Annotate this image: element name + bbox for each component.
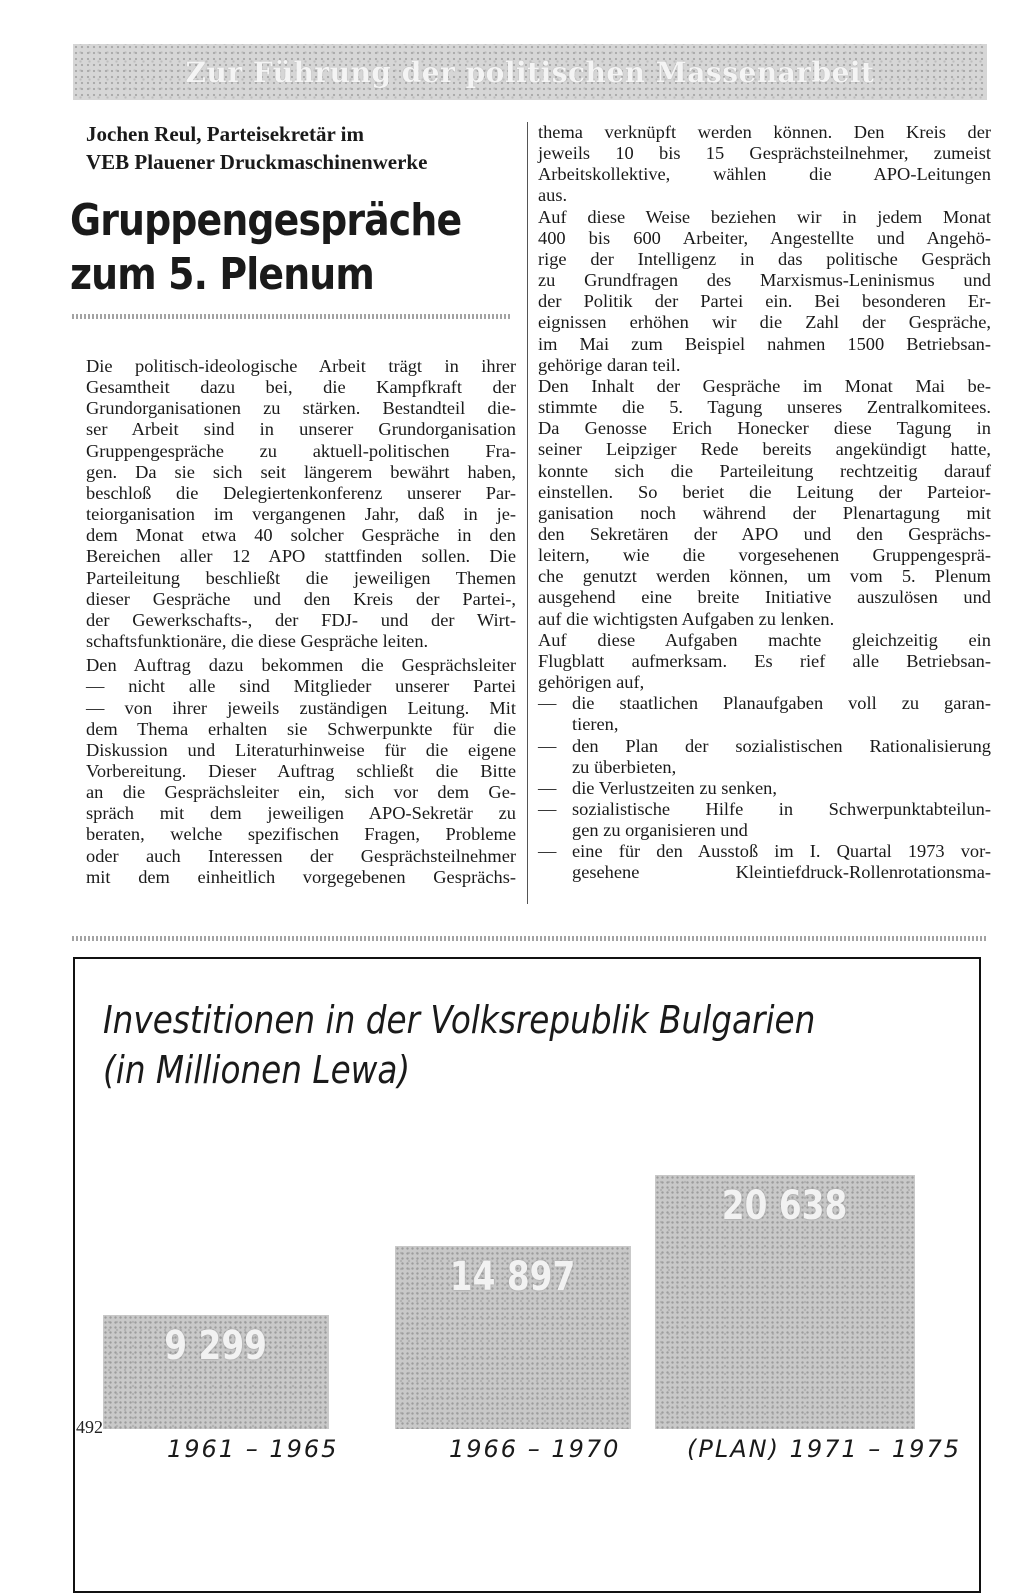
text-line: che genutzt werden können, um vom 5. Plenum: [538, 566, 991, 587]
chart-bar: [103, 1315, 329, 1429]
text-line: spräch mit dem jeweiligen APO-Sekretär zu: [86, 803, 516, 824]
list-item-line: [538, 714, 991, 735]
text-line: dem Monat etwa 40 solcher Gespräche in den: [86, 525, 516, 546]
list-item-line: [538, 862, 991, 883]
left-paragraph-2: [86, 655, 516, 888]
text-line: beschloß die Delegiertenkonferenz unserer Par-: [86, 482, 516, 503]
list-item-text: sozialistische Hilfe in Schwerpunktabteilun-: [572, 799, 991, 819]
text-line: Auf diese Aufgaben machte gleichzeitig ein: [538, 629, 991, 650]
author-byline: [86, 120, 516, 176]
text-line: der Gewerkschafts-, der FDJ- und der Wirt-: [86, 609, 516, 630]
page-number: 492: [76, 1417, 103, 1437]
column-divider: [527, 122, 528, 904]
section-banner-title: Zur Führung der politischen Massenarbeit: [185, 55, 875, 89]
text-line: Gruppengespräche zu aktuell-politischen Fra-: [86, 440, 516, 461]
chart-category-label: 1961 – 1965: [167, 1435, 339, 1463]
right-paragraph-4: [538, 630, 991, 693]
list-item-line: [538, 778, 991, 799]
list-dash: [538, 820, 572, 841]
author-line-1: Jochen Reul, Parteisekretär im: [86, 122, 364, 146]
chart-subtitle: (in Millionen Lewa): [103, 1048, 411, 1092]
left-column: [86, 356, 516, 888]
text-line: — von ihrer jeweils zuständigen Leitung. Mit: [86, 697, 516, 718]
list-dash: —: [538, 841, 557, 862]
list-dash: —: [538, 693, 557, 714]
list-item-line: [538, 820, 991, 841]
text-line: Die politisch-ideologische Arbeit trägt in ihrer: [86, 356, 516, 376]
headline-rule: [72, 314, 512, 319]
text-line: oder auch Interessen der Gesprächsteilnehmer: [86, 845, 516, 866]
text-line: der Politik der Partei ein. Bei besonderen Er-: [538, 291, 991, 312]
text-line: gen. Da sie sich seit längerem bewährt haben,: [86, 461, 516, 482]
text-line: eignissen erhöhen wir die Zahl der Gespräche,: [538, 312, 991, 333]
list-item-line: [538, 693, 991, 714]
section-rule: [72, 936, 986, 941]
list-dash: [538, 757, 572, 778]
investment-chart: [73, 957, 981, 1593]
chart-bar: [395, 1246, 631, 1429]
text-line: einstellen. So beriet die Leitung der Parteior-: [538, 481, 991, 502]
text-line: Bereichen aller 12 APO stattfinden sollen. Die: [86, 546, 516, 567]
text-line: ganisation noch während der Plenartagung mit: [538, 502, 991, 523]
left-paragraph-1: [86, 356, 516, 652]
text-line: Grundorganisationen zu stärken. Bestandteil die-: [86, 398, 516, 419]
text-line: thema verknüpft werden können. Den Kreis der: [538, 122, 991, 142]
author-line-2: VEB Plauener Druckmaschinenwerke: [86, 150, 428, 174]
list-dash: —: [538, 735, 557, 756]
text-line: konnte sich die Parteileitung rechtzeitig darauf: [538, 460, 991, 481]
list-item-text: zu überbieten,: [572, 756, 677, 777]
text-line: aus.: [538, 185, 568, 206]
list-dash: [538, 714, 572, 735]
list-item-line: [538, 736, 991, 757]
right-column: [538, 122, 991, 884]
text-line: Flugblatt aufmerksam. Es rief alle Betriebsan-: [538, 650, 991, 671]
text-line: im Mai zum Beispiel nahmen 1500 Betriebsan-: [538, 333, 991, 354]
list-dash: —: [538, 777, 557, 798]
text-line: dem Thema erhalten sie Schwerpunkte für die: [86, 718, 516, 739]
list-item-text: eine für den Ausstoß im I. Quartal 1973 vor-: [572, 841, 991, 862]
chart-title: Investitionen in der Volksrepublik Bulgarien: [103, 998, 816, 1042]
chart-category-label: 1966 – 1970: [449, 1435, 621, 1463]
headline-line-1: Gruppengespräche: [70, 195, 462, 246]
right-paragraph-1: [538, 122, 991, 207]
text-line: zu Grundfragen des Marxismus-Leninismus und: [538, 270, 991, 291]
text-line: Parteileitung beschließt die jeweiligen Themen: [86, 567, 516, 588]
text-line: mit dem einheitlich vorgegebenen Gesprächs-: [86, 866, 516, 887]
list-item-line: [538, 757, 991, 778]
text-line: den Sekretären der APO und den Gesprächs-: [538, 523, 991, 544]
text-line: Auf diese Weise beziehen wir in jedem Monat: [538, 206, 991, 227]
text-line: ser Arbeit sind in unserer Grundorganisation: [86, 419, 516, 440]
text-line: Diskussion und Literaturhinweise für die eigene: [86, 739, 516, 760]
text-line: stimmte die 5. Tagung unseres Zentralkomitees.: [538, 397, 991, 418]
text-line: gehörigen auf,: [538, 672, 645, 693]
chart-plot: [75, 959, 979, 1591]
text-line: Vorbereitung. Dieser Auftrag schließt die Bitte: [86, 760, 516, 781]
text-line: seiner Leipziger Rede bereits angekündigt hatte,: [538, 439, 991, 460]
list-item-text: die Verlustzeiten zu senken,: [572, 777, 777, 798]
list-item-text: gen zu organisieren und: [572, 820, 748, 841]
text-line: gehörige daran teil.: [538, 354, 681, 375]
text-line: an die Gesprächsleiter ein, sich vor dem Ge-: [86, 782, 516, 803]
text-line: schaftsfunktionäre, die diese Gespräche leiten.: [86, 631, 429, 652]
chart-bar: [655, 1175, 915, 1429]
text-line: leitern, wie die vorgesehenen Gruppengesprä-: [538, 545, 991, 566]
list-item-line: [538, 841, 991, 862]
chart-bar-value: 20 638: [722, 1183, 848, 1229]
text-line: auf die wichtigsten Aufgaben zu lenken.: [538, 608, 835, 629]
text-line: rige der Intelligenz in das politische Gespräch: [538, 248, 991, 269]
list-item-text: den Plan der sozialistischen Rationalisierung: [572, 735, 991, 756]
text-line: jeweils 10 bis 15 Gesprächsteilnehmer, zumeist: [538, 143, 991, 164]
text-line: 400 bis 600 Arbeiter, Angestellte und Angehö-: [538, 227, 991, 248]
text-line: Den Inhalt der Gespräche im Monat Mai be-: [538, 375, 991, 396]
text-line: — nicht alle sind Mitglieder unserer Partei: [86, 676, 516, 697]
right-paragraph-2: [538, 207, 991, 376]
chart-bar-value: 14 897: [450, 1254, 576, 1300]
text-line: dieser Gespräche und den Kreis der Partei-,: [86, 588, 516, 609]
list-item-text: die staatlichen Planaufgaben voll zu garan-: [572, 693, 991, 714]
text-line: Da Genosse Erich Honecker diese Tagung in: [538, 418, 991, 439]
chart-bar-value: 9 299: [164, 1323, 268, 1369]
text-line: ausgehend eine breite Initiative auszulösen und: [538, 587, 991, 608]
list-dash: —: [538, 799, 557, 819]
appeal-list: [538, 693, 991, 883]
text-line: Arbeitskollektive, wählen die APO-Leitungen: [538, 164, 991, 185]
headline-line-2: zum 5. Plenum: [70, 249, 374, 300]
chart-category-label: (PLAN) 1971 – 1975: [687, 1435, 961, 1463]
list-dash: [538, 862, 572, 883]
text-line: Den Auftrag dazu bekommen die Gesprächsleiter: [86, 655, 516, 676]
section-banner: [73, 44, 987, 100]
list-item-text: tieren,: [572, 714, 619, 735]
list-item-text: gesehene Kleintiefdruck-Rollenrotationsma-: [572, 862, 991, 883]
text-line: teiorganisation im vergangenen Jahr, daß in je-: [86, 504, 516, 525]
text-line: Gesamtheit dazu bei, die Kampfkraft der: [86, 377, 516, 398]
list-item-line: [538, 799, 991, 820]
article-headline: [70, 194, 462, 302]
text-line: beraten, welche spezifischen Fragen, Probleme: [86, 824, 516, 845]
right-paragraph-3: [538, 376, 991, 630]
